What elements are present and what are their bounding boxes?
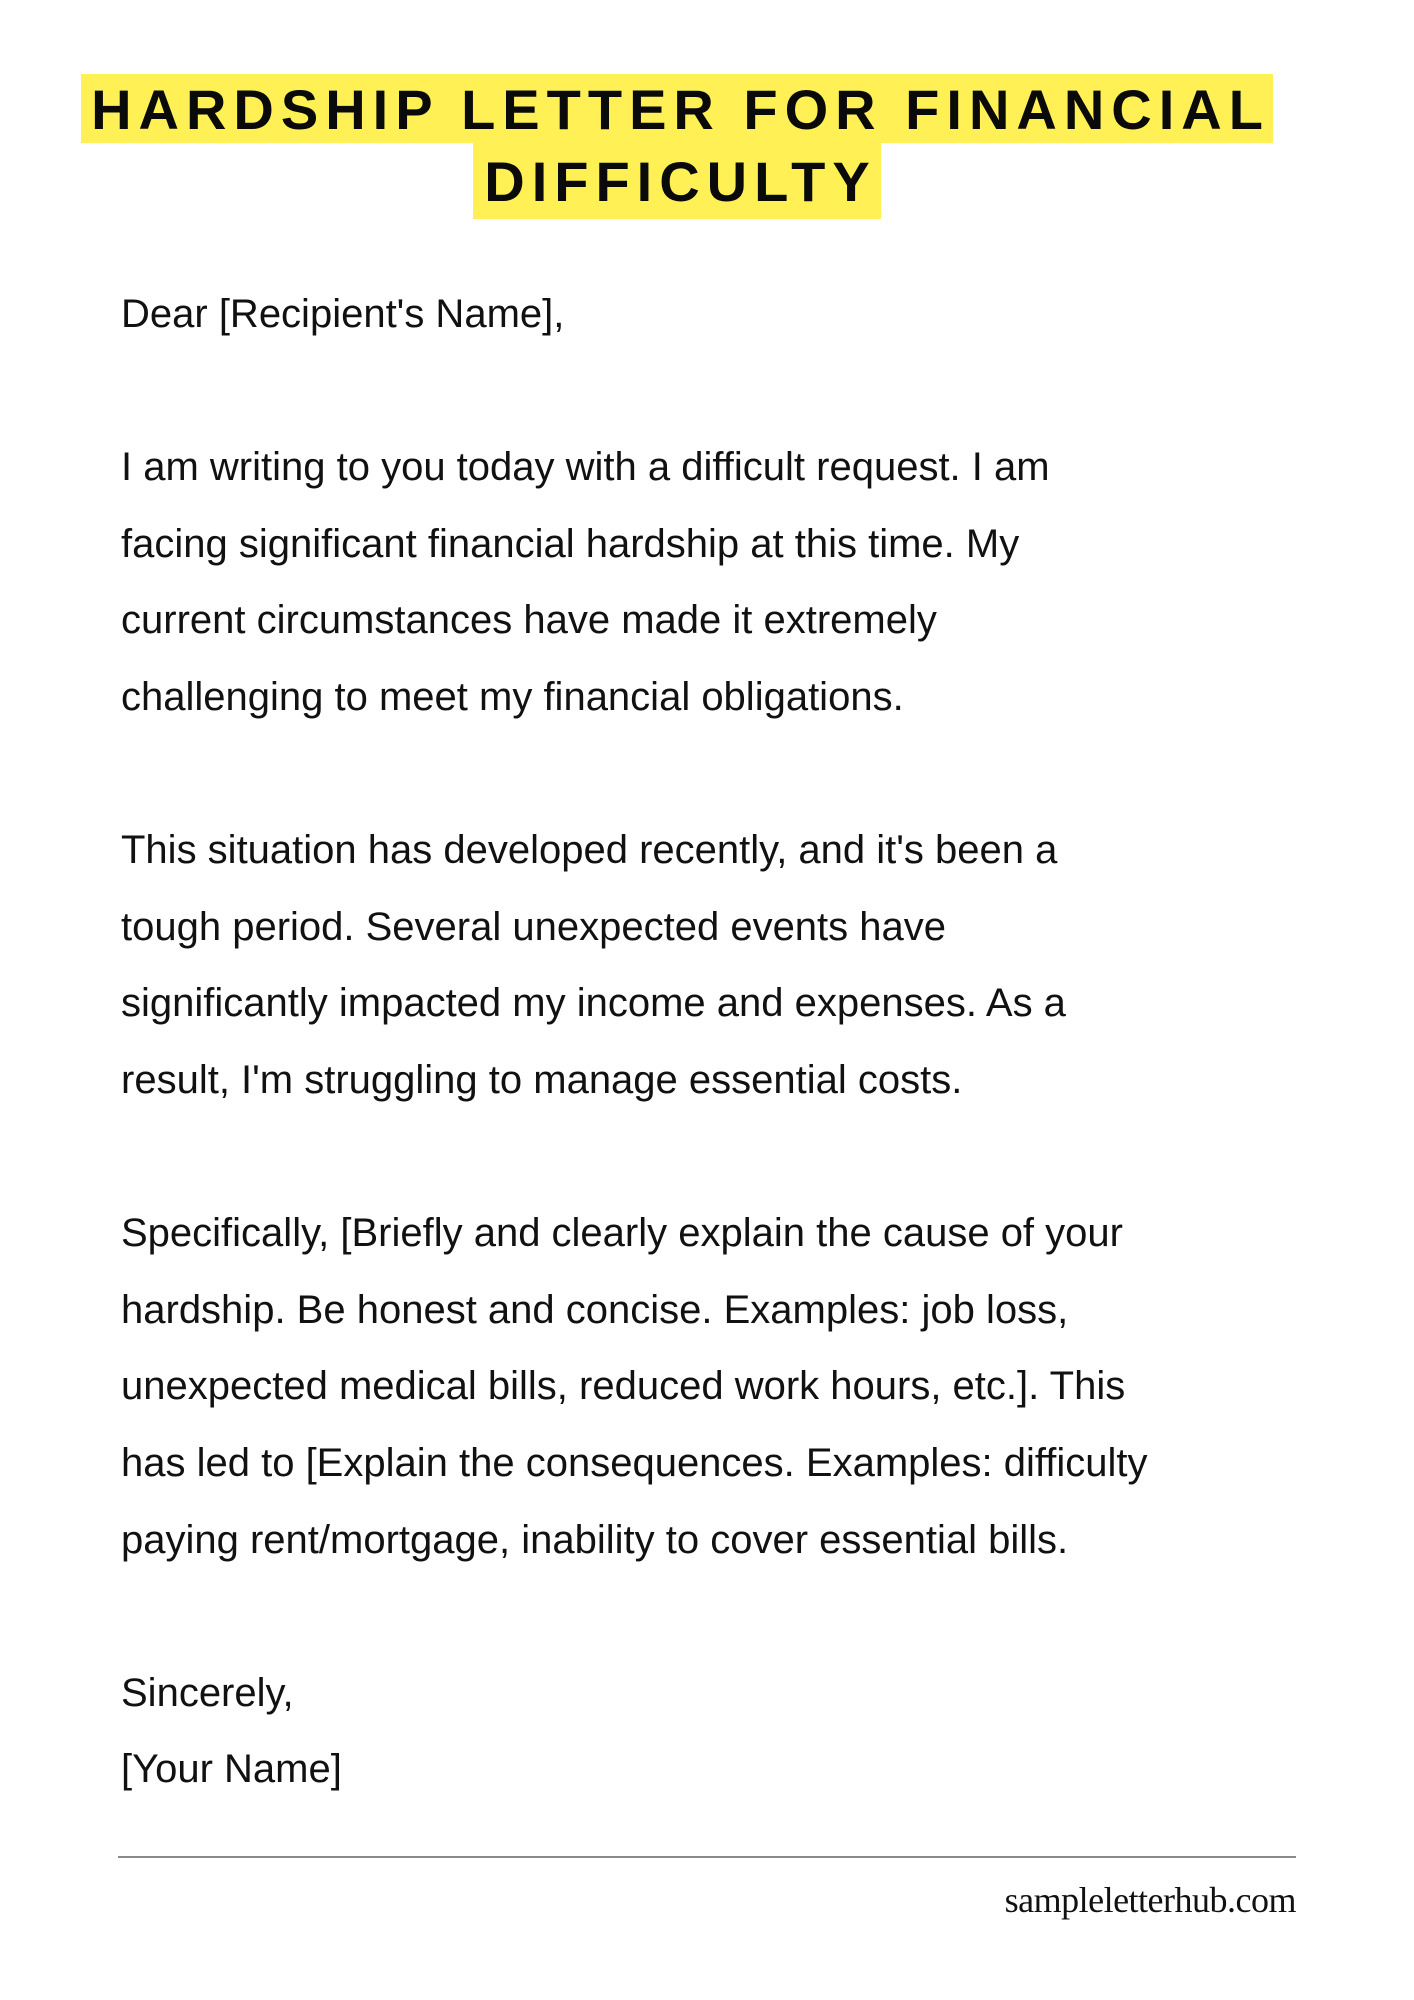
website-watermark: sampleletterhub.com <box>1004 1880 1296 1920</box>
paragraph-line: facing significant financial hardship at this time. My <box>121 521 1020 566</box>
blank-line <box>121 353 1381 430</box>
footer-divider <box>118 1856 1296 1858</box>
paragraph-2 <box>121 812 1381 1118</box>
salutation: Dear [Recipient's Name], <box>121 292 565 336</box>
page-title-line-2: DIFFICULTY <box>473 143 881 219</box>
closing: Sincerely, <box>121 1670 294 1715</box>
blank-line <box>121 1578 1381 1655</box>
paragraph-line: Specifically, [Briefly and clearly explain the cause of your <box>121 1211 1123 1256</box>
signature-name: [Your Name] <box>121 1747 342 1792</box>
letter-body <box>121 276 1381 1808</box>
paragraph-1 <box>121 429 1381 735</box>
paragraph-line: I am writing to you today with a difficult request. I am <box>121 445 1050 490</box>
page-title-line-1: HARDSHIP LETTER FOR FINANCIAL <box>81 74 1273 143</box>
paragraph-line: current circumstances have made it extremely <box>121 598 937 643</box>
blank-line <box>121 736 1381 813</box>
paragraph-3 <box>121 1195 1381 1578</box>
paragraph-line: This situation has developed recently, and it's been a <box>121 828 1058 873</box>
paragraph-line: has led to [Explain the consequences. Examples: difficulty <box>121 1440 1148 1485</box>
paragraph-line: paying rent/mortgage, inability to cover essential bills. <box>121 1517 1069 1562</box>
paragraph-line: challenging to meet my financial obligations. <box>121 674 904 719</box>
paragraph-line: significantly impacted my income and expenses. As a <box>121 981 1066 1026</box>
paragraph-line: result, I'm struggling to manage essential costs. <box>121 1057 963 1102</box>
blank-line <box>121 1119 1381 1196</box>
paragraph-line: unexpected medical bills, reduced work hours, etc.]. This <box>121 1364 1126 1409</box>
paragraph-line: hardship. Be honest and concise. Examples: job loss, <box>121 1287 1069 1332</box>
paragraph-line: tough period. Several unexpected events have <box>121 904 947 949</box>
